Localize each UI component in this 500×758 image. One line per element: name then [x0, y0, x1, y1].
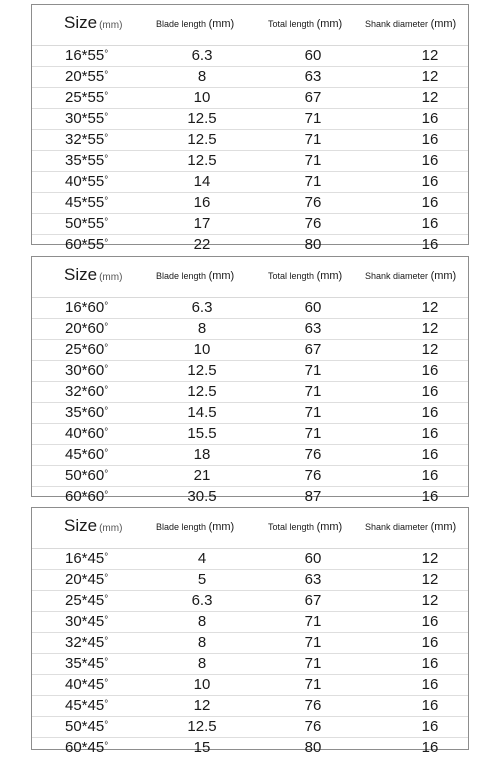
- size-cell: 50*45°: [65, 718, 109, 735]
- shank-diameter-cell: 16: [421, 613, 439, 630]
- shank-diameter-cell: 16: [421, 467, 439, 484]
- blade-length-cell: 6.3: [191, 299, 213, 316]
- table-body: [32, 46, 468, 255]
- shank-diameter-cell: 16: [421, 215, 439, 232]
- degree-sign: °: [104, 112, 109, 123]
- table-row: [32, 109, 468, 130]
- total-length-cell: 76: [304, 697, 322, 714]
- size-cell: 40*55°: [65, 173, 109, 190]
- shank-diameter-header: Shank diameter (mm): [365, 270, 457, 282]
- table-row: [32, 193, 468, 214]
- total-length-cell: 60: [304, 550, 322, 567]
- table-row: [32, 403, 468, 424]
- total-length-cell: 63: [304, 320, 322, 337]
- size-cell: 20*60°: [65, 320, 109, 337]
- blade-length-cell: 10: [193, 341, 211, 358]
- size-cell: 16*55°: [65, 47, 109, 64]
- total-length-cell: 80: [304, 739, 322, 756]
- size-cell: 45*55°: [65, 194, 109, 211]
- shank-diameter-header: Shank diameter (mm): [365, 18, 457, 30]
- degree-sign: °: [104, 49, 109, 60]
- total-length-cell: 60: [304, 299, 322, 316]
- blade-length-cell: 4: [197, 550, 207, 567]
- shank-diameter-cell: 12: [421, 320, 439, 337]
- total-length-cell: 71: [304, 131, 322, 148]
- blade-length-cell: 14.5: [187, 404, 217, 421]
- blade-length-cell: 12.5: [187, 110, 217, 127]
- size-header: Size (mm): [64, 265, 123, 284]
- size-cell: 50*60°: [65, 467, 109, 484]
- table-row: [32, 67, 468, 88]
- blade-length-header: Blade length (mm): [156, 270, 235, 282]
- blade-length-header: Blade length (mm): [156, 18, 235, 30]
- size-table-45: [31, 507, 469, 756]
- shank-diameter-cell: 12: [421, 592, 439, 609]
- table-row: [32, 319, 468, 340]
- blade-length-cell: 14: [193, 173, 211, 190]
- table-row: [32, 675, 468, 696]
- size-cell: 32*55°: [65, 131, 109, 148]
- total-length-cell: 76: [304, 446, 322, 463]
- total-length-header: Total length (mm): [268, 18, 343, 30]
- total-length-cell: 71: [304, 110, 322, 127]
- degree-sign: °: [104, 552, 109, 563]
- degree-sign: °: [104, 448, 109, 459]
- blade-length-cell: 12.5: [187, 152, 217, 169]
- table-row: [32, 172, 468, 193]
- size-cell: 35*60°: [65, 404, 109, 421]
- total-length-cell: 76: [304, 194, 322, 211]
- degree-sign: °: [104, 196, 109, 207]
- table-row: [32, 654, 468, 675]
- degree-sign: °: [104, 469, 109, 480]
- table-row: [32, 424, 468, 445]
- shank-diameter-cell: 16: [421, 488, 439, 505]
- size-header: Size (mm): [64, 13, 123, 32]
- size-cell: 25*45°: [65, 592, 109, 609]
- blade-length-cell: 8: [197, 320, 207, 337]
- blade-length-cell: 22: [193, 236, 211, 253]
- table-row: [32, 298, 468, 319]
- table-row: [32, 466, 468, 487]
- total-length-cell: 60: [304, 47, 322, 64]
- shank-diameter-cell: 16: [421, 131, 439, 148]
- shank-diameter-cell: 16: [421, 110, 439, 127]
- total-length-cell: 63: [304, 571, 322, 588]
- degree-sign: °: [104, 133, 109, 144]
- table-row: [32, 612, 468, 633]
- size-cell: 32*60°: [65, 383, 109, 400]
- table-body: [32, 298, 468, 507]
- total-length-cell: 71: [304, 634, 322, 651]
- size-cell: 20*45°: [65, 571, 109, 588]
- size-cell: 32*45°: [65, 634, 109, 651]
- size-table-60: [31, 256, 469, 505]
- degree-sign: °: [104, 154, 109, 165]
- table-row: [32, 591, 468, 612]
- blade-length-cell: 12.5: [187, 383, 217, 400]
- shank-diameter-cell: 16: [421, 236, 439, 253]
- degree-sign: °: [104, 594, 109, 605]
- total-length-cell: 71: [304, 362, 322, 379]
- total-length-cell: 63: [304, 68, 322, 85]
- total-length-cell: 80: [304, 236, 322, 253]
- blade-length-cell: 17: [193, 215, 211, 232]
- blade-length-header: Blade length (mm): [156, 521, 235, 533]
- total-length-cell: 71: [304, 676, 322, 693]
- size-cell: 60*55°: [65, 236, 109, 253]
- degree-sign: °: [104, 678, 109, 689]
- shank-diameter-cell: 16: [421, 655, 439, 672]
- blade-length-cell: 16: [193, 194, 211, 211]
- shank-diameter-cell: 12: [421, 68, 439, 85]
- total-length-cell: 71: [304, 383, 322, 400]
- blade-length-cell: 5: [197, 571, 207, 588]
- blade-length-cell: 8: [197, 634, 207, 651]
- table-header: [32, 257, 468, 298]
- size-cell: 40*60°: [65, 425, 109, 442]
- shank-diameter-cell: 16: [421, 697, 439, 714]
- size-cell: 25*60°: [65, 341, 109, 358]
- table-row: [32, 88, 468, 109]
- size-cell: 45*60°: [65, 446, 109, 463]
- total-length-cell: 87: [304, 488, 322, 505]
- degree-sign: °: [104, 322, 109, 333]
- degree-sign: °: [104, 720, 109, 731]
- shank-diameter-cell: 16: [421, 676, 439, 693]
- shank-diameter-cell: 16: [421, 152, 439, 169]
- total-length-cell: 76: [304, 215, 322, 232]
- blade-length-cell: 8: [197, 68, 207, 85]
- total-length-cell: 71: [304, 404, 322, 421]
- degree-sign: °: [104, 301, 109, 312]
- shank-diameter-cell: 16: [421, 383, 439, 400]
- size-cell: 30*55°: [65, 110, 109, 127]
- degree-sign: °: [104, 490, 109, 501]
- table-header: [32, 5, 468, 46]
- shank-diameter-header: Shank diameter (mm): [365, 521, 457, 533]
- total-length-header: Total length (mm): [268, 270, 343, 282]
- shank-diameter-cell: 12: [421, 299, 439, 316]
- blade-length-cell: 10: [193, 676, 211, 693]
- shank-diameter-cell: 12: [421, 89, 439, 106]
- size-header: Size (mm): [64, 516, 123, 535]
- table-row: [32, 214, 468, 235]
- blade-length-cell: 12.5: [187, 362, 217, 379]
- blade-length-cell: 21: [193, 467, 211, 484]
- size-cell: 30*60°: [65, 362, 109, 379]
- total-length-cell: 76: [304, 718, 322, 735]
- size-cell: 16*60°: [65, 299, 109, 316]
- table-row: [32, 633, 468, 654]
- degree-sign: °: [104, 343, 109, 354]
- size-cell: 20*55°: [65, 68, 109, 85]
- table-body: [32, 549, 468, 758]
- blade-length-cell: 8: [197, 613, 207, 630]
- total-length-cell: 71: [304, 613, 322, 630]
- table-row: [32, 361, 468, 382]
- size-cell: 45*45°: [65, 697, 109, 714]
- degree-sign: °: [104, 238, 109, 249]
- table-row: [32, 570, 468, 591]
- blade-length-cell: 15: [193, 739, 211, 756]
- total-length-cell: 71: [304, 173, 322, 190]
- degree-sign: °: [104, 70, 109, 81]
- degree-sign: °: [104, 175, 109, 186]
- blade-length-cell: 10: [193, 89, 211, 106]
- size-cell: 35*55°: [65, 152, 109, 169]
- shank-diameter-cell: 16: [421, 194, 439, 211]
- table-row: [32, 235, 468, 255]
- degree-sign: °: [104, 427, 109, 438]
- shank-diameter-cell: 12: [421, 341, 439, 358]
- degree-sign: °: [104, 385, 109, 396]
- shank-diameter-cell: 16: [421, 404, 439, 421]
- size-cell: 30*45°: [65, 613, 109, 630]
- degree-sign: °: [104, 615, 109, 626]
- table-row: [32, 151, 468, 172]
- shank-diameter-cell: 16: [421, 446, 439, 463]
- degree-sign: °: [104, 741, 109, 752]
- size-cell: 35*45°: [65, 655, 109, 672]
- size-cell: 60*45°: [65, 739, 109, 756]
- table-row: [32, 340, 468, 361]
- size-cell: 50*55°: [65, 215, 109, 232]
- total-length-cell: 71: [304, 655, 322, 672]
- table-row: [32, 549, 468, 570]
- blade-length-cell: 6.3: [191, 47, 213, 64]
- blade-length-cell: 12: [193, 697, 211, 714]
- degree-sign: °: [104, 573, 109, 584]
- blade-length-cell: 15.5: [187, 425, 217, 442]
- degree-sign: °: [104, 699, 109, 710]
- degree-sign: °: [104, 364, 109, 375]
- total-length-cell: 67: [304, 89, 322, 106]
- table-row: [32, 487, 468, 507]
- blade-length-cell: 6.3: [191, 592, 213, 609]
- blade-length-cell: 12.5: [187, 718, 217, 735]
- shank-diameter-cell: 16: [421, 425, 439, 442]
- degree-sign: °: [104, 91, 109, 102]
- blade-length-cell: 12.5: [187, 131, 217, 148]
- shank-diameter-cell: 16: [421, 718, 439, 735]
- degree-sign: °: [104, 217, 109, 228]
- shank-diameter-cell: 16: [421, 634, 439, 651]
- total-length-cell: 67: [304, 592, 322, 609]
- table-row: [32, 696, 468, 717]
- size-cell: 25*55°: [65, 89, 109, 106]
- size-cell: 40*45°: [65, 676, 109, 693]
- shank-diameter-cell: 12: [421, 550, 439, 567]
- degree-sign: °: [104, 636, 109, 647]
- size-cell: 16*45°: [65, 550, 109, 567]
- degree-sign: °: [104, 657, 109, 668]
- shank-diameter-cell: 12: [421, 47, 439, 64]
- shank-diameter-cell: 16: [421, 739, 439, 756]
- total-length-cell: 67: [304, 341, 322, 358]
- shank-diameter-cell: 12: [421, 571, 439, 588]
- total-length-cell: 71: [304, 152, 322, 169]
- table-row: [32, 717, 468, 738]
- blade-length-cell: 8: [197, 655, 207, 672]
- blade-length-cell: 18: [193, 446, 211, 463]
- shank-diameter-cell: 16: [421, 173, 439, 190]
- table-row: [32, 130, 468, 151]
- total-length-cell: 76: [304, 467, 322, 484]
- table-row: [32, 382, 468, 403]
- table-row: [32, 738, 468, 758]
- shank-diameter-cell: 16: [421, 362, 439, 379]
- blade-length-cell: 30.5: [187, 488, 217, 505]
- size-table-55: [31, 4, 469, 253]
- total-length-cell: 71: [304, 425, 322, 442]
- table-row: [32, 445, 468, 466]
- size-cell: 60*60°: [65, 488, 109, 505]
- total-length-header: Total length (mm): [268, 521, 343, 533]
- degree-sign: °: [104, 406, 109, 417]
- table-header: [32, 508, 468, 549]
- table-row: [32, 46, 468, 67]
